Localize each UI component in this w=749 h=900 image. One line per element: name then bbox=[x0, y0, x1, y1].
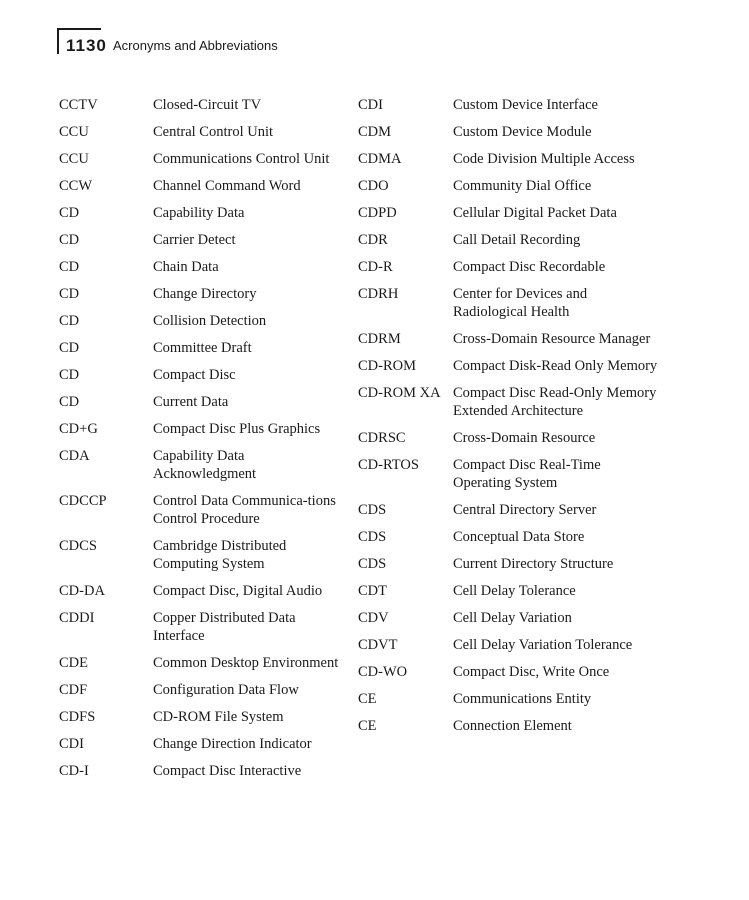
acronym-entry bbox=[358, 150, 658, 168]
acronym-entry bbox=[358, 285, 658, 321]
definition: Cellular Digital Packet Data bbox=[453, 205, 617, 221]
acronym-entry bbox=[358, 456, 658, 492]
definition: Compact Disc Read-Only Memory Extended Architecture bbox=[453, 385, 657, 419]
acronym-entry bbox=[358, 609, 658, 627]
definition: Central Control Unit bbox=[153, 124, 274, 140]
acronym-entry bbox=[358, 357, 658, 375]
definition: Change Directory bbox=[153, 286, 257, 302]
definition: Compact Disc, Write Once bbox=[453, 664, 610, 680]
definition: Control Data Communica-tions Control Procedure bbox=[153, 493, 336, 527]
definition: Compact Disk-Read Only Memory bbox=[453, 358, 658, 374]
definition: Closed-Circuit TV bbox=[153, 97, 262, 113]
acronym: CE bbox=[358, 718, 377, 734]
acronym: CDS bbox=[358, 502, 387, 518]
definition: Cross-Domain Resource Manager bbox=[453, 331, 651, 347]
acronym: CD bbox=[59, 394, 80, 410]
acronym-entry bbox=[358, 96, 658, 114]
acronym-entry bbox=[358, 636, 658, 654]
acronym-entry bbox=[59, 393, 349, 411]
acronym-entry bbox=[358, 582, 658, 600]
acronym: CD-I bbox=[59, 763, 89, 779]
acronym: CD-ROM bbox=[358, 358, 417, 374]
acronym: CDDI bbox=[59, 610, 95, 626]
acronym-entry bbox=[358, 690, 658, 708]
acronym: CDFS bbox=[59, 709, 96, 725]
definition: Central Directory Server bbox=[453, 502, 597, 518]
acronym: CD bbox=[59, 286, 80, 302]
acronym: CD bbox=[59, 205, 80, 221]
acronym: CCW bbox=[59, 178, 93, 194]
acronym-entry bbox=[59, 339, 349, 357]
acronym-entry bbox=[59, 582, 349, 600]
definition: Configuration Data Flow bbox=[153, 682, 299, 698]
acronym: CD bbox=[59, 232, 80, 248]
definition: Cross-Domain Resource bbox=[453, 430, 596, 446]
acronym-entry bbox=[358, 177, 658, 195]
acronym: CE bbox=[358, 691, 377, 707]
definition: Cambridge Distributed Computing System bbox=[153, 538, 287, 572]
acronym-entry bbox=[358, 555, 658, 573]
definition: Current Data bbox=[153, 394, 229, 410]
acronym: CD-RTOS bbox=[358, 457, 419, 473]
acronym: CD bbox=[59, 340, 80, 356]
definition: Capability Data bbox=[153, 205, 245, 221]
acronym-entry bbox=[59, 150, 349, 168]
definition: Center for Devices and Radiological Health bbox=[453, 286, 588, 320]
acronym: CDI bbox=[59, 736, 84, 752]
definition: Cell Delay Variation Tolerance bbox=[453, 637, 633, 653]
acronym-entry bbox=[358, 429, 658, 447]
acronym: CDRM bbox=[358, 331, 401, 347]
acronym: CD bbox=[59, 313, 80, 329]
acronym: CDT bbox=[358, 583, 387, 599]
acronym-entry bbox=[358, 204, 658, 222]
definition: Collision Detection bbox=[153, 313, 267, 329]
left-column bbox=[59, 96, 349, 789]
acronym: CDPD bbox=[358, 205, 397, 221]
definition: Connection Element bbox=[453, 718, 572, 734]
header-rule-horizontal bbox=[57, 28, 101, 30]
definition: Conceptual Data Store bbox=[453, 529, 585, 545]
definition: Compact Disc Plus Graphics bbox=[153, 421, 321, 437]
acronym-entry bbox=[59, 312, 349, 330]
acronym-entry bbox=[358, 528, 658, 546]
acronym: CDCS bbox=[59, 538, 97, 554]
definition: Copper Distributed Data Interface bbox=[153, 610, 296, 644]
acronym-entry bbox=[59, 123, 349, 141]
acronym-entry bbox=[59, 204, 349, 222]
acronym: CDVT bbox=[358, 637, 398, 653]
acronym-entry bbox=[59, 762, 349, 780]
definition: Committee Draft bbox=[153, 340, 252, 356]
acronym-entry bbox=[59, 231, 349, 249]
acronym: CDS bbox=[358, 529, 387, 545]
acronym-entry bbox=[358, 501, 658, 519]
definition: Communications Entity bbox=[453, 691, 592, 707]
definition: Custom Device Module bbox=[453, 124, 592, 140]
acronym: CD bbox=[59, 367, 80, 383]
definition: Custom Device Interface bbox=[453, 97, 598, 113]
acronym: CDCCP bbox=[59, 493, 107, 509]
acronym-entry bbox=[59, 447, 349, 483]
definition: Change Direction Indicator bbox=[153, 736, 312, 752]
definition: Compact Disc bbox=[153, 367, 236, 383]
definition: Cell Delay Tolerance bbox=[453, 583, 576, 599]
acronym: CDE bbox=[59, 655, 88, 671]
acronym: CDS bbox=[358, 556, 387, 572]
definition: Current Directory Structure bbox=[453, 556, 614, 572]
header-rule-vertical bbox=[57, 28, 59, 54]
definition: Call Detail Recording bbox=[453, 232, 581, 248]
definition: Compact Disc Real-Time Operating System bbox=[453, 457, 601, 491]
acronym: CDF bbox=[59, 682, 88, 698]
acronym-entry bbox=[59, 96, 349, 114]
acronym: CDR bbox=[358, 232, 388, 248]
acronym: CD bbox=[59, 259, 80, 275]
acronym: CDO bbox=[358, 178, 389, 194]
acronym-entry bbox=[59, 654, 349, 672]
acronym-entry bbox=[59, 708, 349, 726]
acronym: CD+G bbox=[59, 421, 98, 437]
definition: Cell Delay Variation bbox=[453, 610, 572, 626]
acronym: CD-ROM XA bbox=[358, 385, 441, 401]
definition: Common Desktop Environment bbox=[153, 655, 339, 671]
acronym: CDRH bbox=[358, 286, 399, 302]
acronym-entry bbox=[59, 420, 349, 438]
acronym: CCU bbox=[59, 124, 89, 140]
acronym: CDI bbox=[358, 97, 383, 113]
acronym: CDM bbox=[358, 124, 392, 140]
page-number: 1130 bbox=[66, 36, 107, 55]
acronym: CDRSC bbox=[358, 430, 406, 446]
acronym: CD-WO bbox=[358, 664, 408, 680]
acronym-entry bbox=[59, 735, 349, 753]
acronym: CDMA bbox=[358, 151, 402, 167]
acronym-entry bbox=[358, 330, 658, 348]
acronym: CDV bbox=[358, 610, 389, 626]
acronym-entry bbox=[59, 609, 349, 645]
acronym-entry bbox=[59, 177, 349, 195]
definition: Chain Data bbox=[153, 259, 219, 275]
acronym: CCTV bbox=[59, 97, 98, 113]
acronym-entry bbox=[59, 285, 349, 303]
definition: CD-ROM File System bbox=[153, 709, 284, 725]
acronym-entry bbox=[59, 492, 349, 528]
definition: Capability Data Acknowledgment bbox=[153, 448, 257, 482]
right-column bbox=[358, 96, 658, 744]
definition: Compact Disc Interactive bbox=[153, 763, 302, 779]
acronym-entry bbox=[358, 231, 658, 249]
acronym-entry bbox=[59, 258, 349, 276]
acronym: CCU bbox=[59, 151, 89, 167]
definition: Communications Control Unit bbox=[153, 151, 330, 167]
acronym: CDA bbox=[59, 448, 90, 464]
acronym-entry bbox=[358, 123, 658, 141]
acronym-entry bbox=[59, 366, 349, 384]
acronym-entry bbox=[59, 681, 349, 699]
definition: Community Dial Office bbox=[453, 178, 592, 194]
acronym-entry bbox=[358, 384, 658, 420]
acronym-entry bbox=[358, 717, 658, 735]
definition: Compact Disc, Digital Audio bbox=[153, 583, 323, 599]
acronym: CD-R bbox=[358, 259, 393, 275]
definition: Code Division Multiple Access bbox=[453, 151, 635, 167]
acronym-entry bbox=[59, 537, 349, 573]
running-title: Acronyms and Abbreviations bbox=[113, 38, 278, 53]
acronym-entry bbox=[358, 258, 658, 276]
definition: Channel Command Word bbox=[153, 178, 301, 194]
definition: Compact Disc Recordable bbox=[453, 259, 606, 275]
definition: Carrier Detect bbox=[153, 232, 236, 248]
acronym-entry bbox=[358, 663, 658, 681]
acronym: CD-DA bbox=[59, 583, 105, 599]
